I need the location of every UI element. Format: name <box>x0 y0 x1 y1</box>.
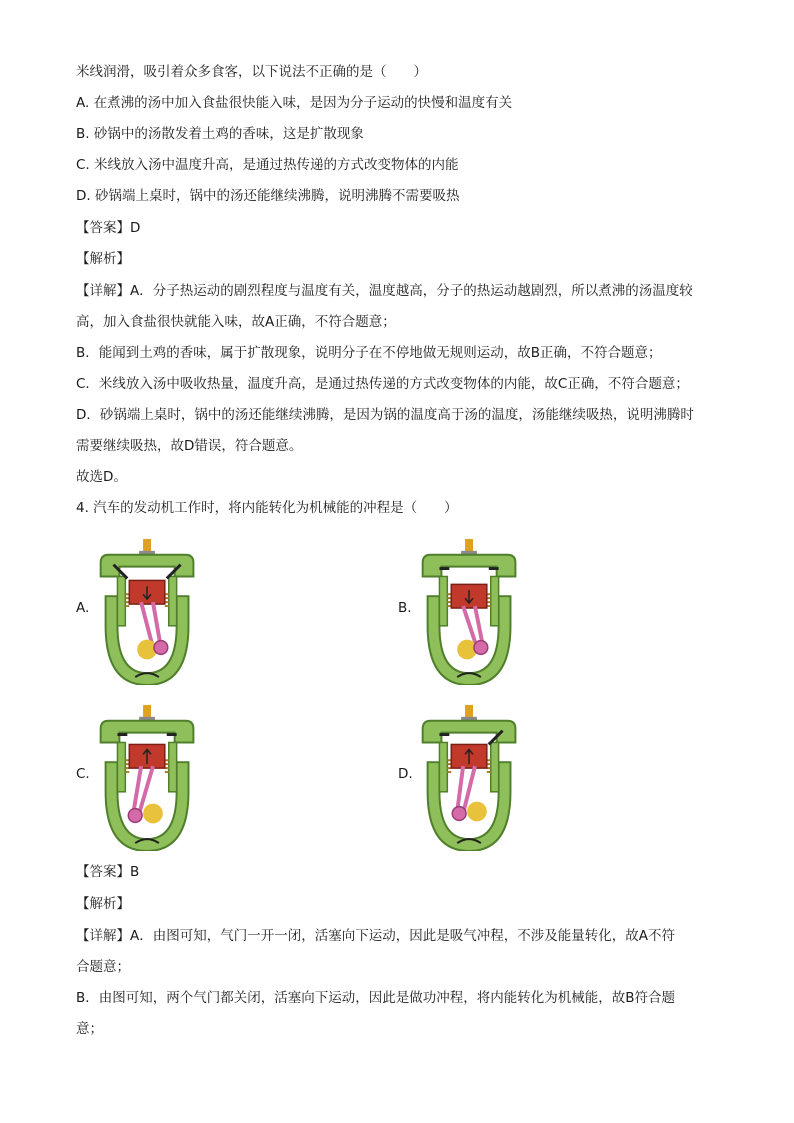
q4-analysis-line-3: B．由图可知，两个气门都关闭，活塞向下运动，因此是做功冲程，将内能转化为机械能，故B符合题 <box>76 990 676 1006</box>
q4-analysis-line-2: 合题意； <box>76 959 130 975</box>
engine-diagram-c <box>95 703 205 851</box>
q4-analysis-line-4: 意； <box>76 1021 103 1037</box>
q3-analysis-line-4: C．米线放入汤中吸收热量，温度升高，是通过热传递的方式改变物体的内能，故C正确，不符合题意； <box>76 376 689 392</box>
q4-option-label-a: A. <box>76 600 90 616</box>
q4-analysis-line-1: 【详解】A．由图可知，气门一开一闭，活塞向下运动，因此是吸气冲程，不涉及能量转化，故A不符 <box>76 928 675 944</box>
q3-analysis-line-1: 【详解】A．分子热运动的剧烈程度与温度有关，温度越高，分子的热运动越剧烈，所以煮沸的汤温度较 <box>76 283 693 299</box>
q3-intro: 米线润滑，吸引着众多食客，以下说法不正确的是（ ） <box>76 64 427 80</box>
q4-question: 4. 汽车的发动机工作时，将内能转化为机械能的冲程是（ ） <box>76 500 458 516</box>
engine-diagram-b <box>417 537 527 685</box>
engine-body <box>423 539 516 685</box>
q3-analysis-line-2: 高，加入食盐很快就能入味，故A正确，不符合题意； <box>76 314 396 330</box>
engine-body <box>101 539 194 685</box>
engine-body <box>423 705 516 851</box>
q3-analysis-line-3: B．能闻到土鸡的香味，属于扩散现象，说明分子在不停地做无规则运动，故B正确，不符合题意； <box>76 345 662 361</box>
q3-analysis-title: 【解析】 <box>76 251 130 267</box>
q4-option-label-d: D. <box>398 766 413 782</box>
q3-analysis-line-6: 需要继续吸热，故D错误，符合题意。 <box>76 438 303 454</box>
q3-answer: 【答案】D <box>76 220 141 236</box>
q3-option-b: B. 砂锅中的汤散发着土鸡的香味，这是扩散现象 <box>76 126 364 142</box>
q4-option-label-b: B. <box>398 600 412 616</box>
q3-option-c: C. 米线放入汤中温度升高，是通过热传递的方式改变物体的内能 <box>76 157 459 173</box>
q3-option-d: D. 砂锅端上桌时，锅中的汤还能继续沸腾，说明沸腾不需要吸热 <box>76 188 460 204</box>
q3-analysis-line-5: D．砂锅端上桌时，锅中的汤还能继续沸腾，是因为锅的温度高于汤的温度，汤能继续吸热，说明沸腾时 <box>76 407 694 423</box>
q3-analysis-line-7: 故选D。 <box>76 469 127 485</box>
q4-option-label-c: C. <box>76 766 90 782</box>
engine-diagram-d <box>417 703 527 851</box>
engine-diagram-a <box>95 537 205 685</box>
q4-analysis-title: 【解析】 <box>76 896 130 912</box>
engine-body <box>101 705 194 851</box>
q3-option-a: A. 在煮沸的汤中加入食盐很快能入味，是因为分子运动的快慢和温度有关 <box>76 95 513 111</box>
q4-answer: 【答案】B <box>76 864 140 880</box>
